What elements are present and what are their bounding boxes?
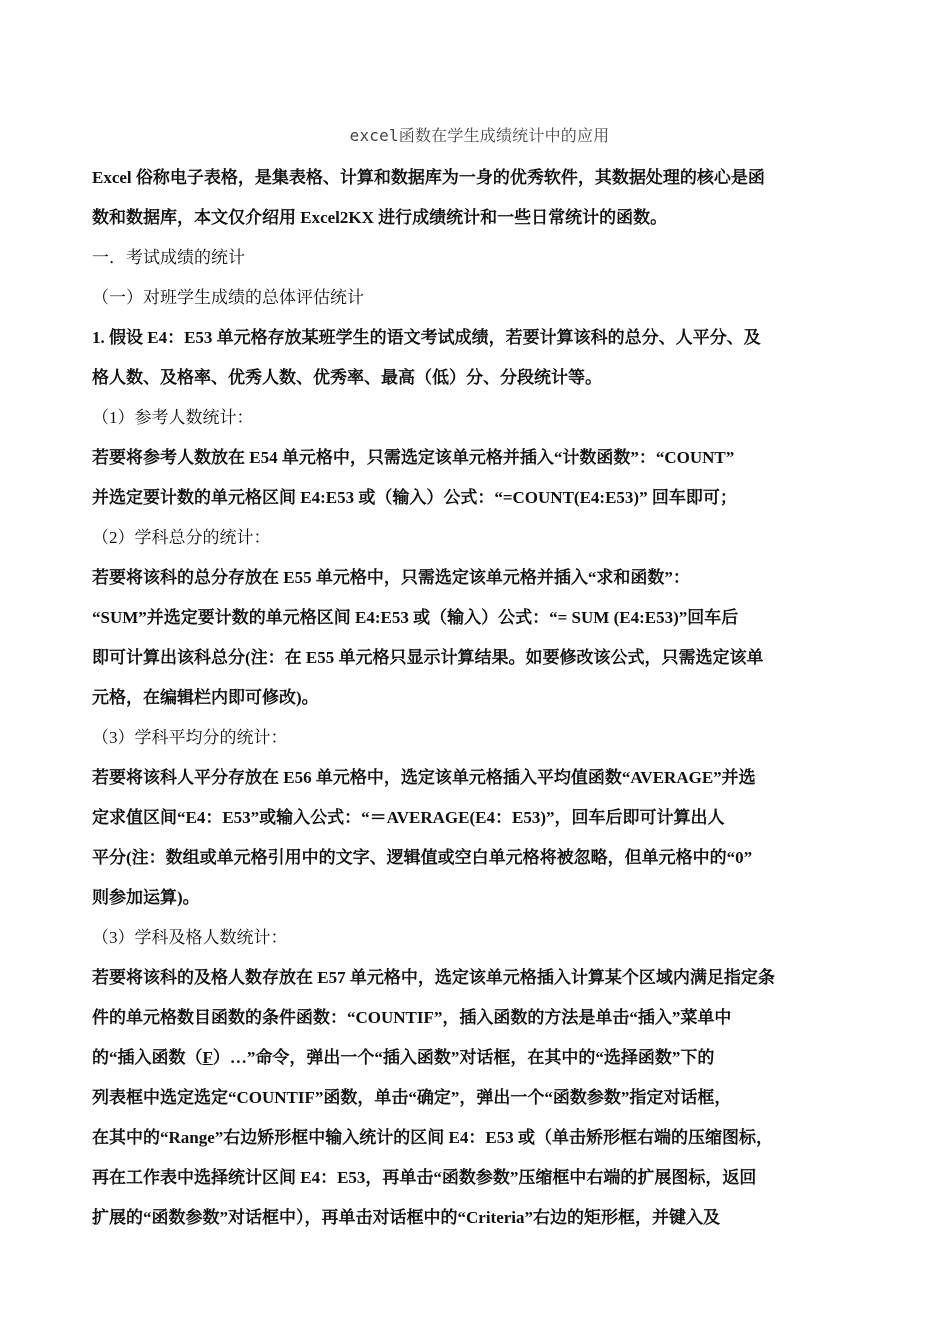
paragraph-line: 平分(注：数组或单元格引用中的文字、逻辑值或空白单元格将被忽略，但单元格中的“0”	[92, 848, 753, 867]
section-heading-1: 一．考试成绩的统计	[92, 248, 245, 267]
paragraph-line	[92, 1038, 867, 1078]
paragraph-line: 即可计算出该科总分(注：在 E55 单元格只显示计算结果。如要修改该公式，只需选定该单	[92, 648, 764, 667]
item-heading-1: （1）参考人数统计：	[92, 408, 254, 427]
paragraph-line: “SUM”并选定要计数的单元格区间 E4:E53 或（输入）公式：“= SUM (E4:E53)”回车后	[92, 608, 739, 627]
paragraph-line: 若要将参考人数放在 E54 单元格中，只需选定该单元格并插入“计数函数”：“COUNT”	[92, 448, 735, 467]
subsection-heading-1: （一）对班学生成绩的总体评估统计	[92, 288, 364, 307]
paragraph-line: 扩展的“函数参数”对话框中），再单击对话框中的“Criteria”右边的矩形框，并键入及	[92, 1208, 721, 1227]
paragraph-line: 若要将该科的总分存放在 E55 单元格中，只需选定该单元格并插入“求和函数”：	[92, 568, 690, 587]
item-heading-2: （2）学科总分的统计：	[92, 528, 271, 547]
intro-line-2: 数和数据库，本文仅介绍用 Excel2KX 进行成绩统计和一些日常统计的函数。	[92, 208, 668, 227]
paragraph-line: 并选定要计数的单元格区间 E4:E53 或（输入）公式：“=COUNT(E4:E53)” 回车即可；	[92, 488, 737, 507]
paragraph-line: 元格，在编辑栏内即可修改)。	[92, 688, 319, 707]
paragraph-line: 在其中的“Range”右边矫形框中输入统计的区间 E4：E53 或（单击矫形框右端的压缩图标，	[92, 1128, 773, 1147]
paragraph-line: 则参加运算)。	[92, 888, 200, 907]
paragraph-line: 格人数、及格率、优秀人数、优秀率、最高（低）分、分段统计等。	[92, 368, 602, 387]
text-segment: ）…”命令，弹出一个“插入函数”对话框，在其中的“选择函数”下的	[212, 1048, 715, 1067]
document-page	[92, 118, 867, 1238]
document-title: excel函数在学生成绩统计中的应用	[349, 126, 610, 145]
text-segment: 的“插入函数（	[92, 1048, 203, 1067]
paragraph-line: 定求值区间“E4：E53”或输入公式：“＝AVERAGE(E4：E53)”，回车后即可计算出人	[92, 808, 725, 827]
item-heading-4: （3）学科及格人数统计：	[92, 928, 288, 947]
underlined-shortcut-key: F	[202, 1048, 213, 1067]
item-heading-3: （3）学科平均分的统计：	[92, 728, 288, 747]
paragraph-line: 再在工作表中选择统计区间 E4：E53，再单击“函数参数”压缩框中右端的扩展图标，返回	[92, 1168, 757, 1187]
paragraph-line: 列表框中选定选定“COUNTIF”函数，单击“确定”，弹出一个“函数参数”指定对话框，	[92, 1088, 732, 1107]
paragraph-line: 件的单元格数目函数的条件函数：“COUNTIF”，插入函数的方法是单击“插入”菜单中	[92, 1008, 732, 1027]
paragraph-line: 若要将该科人平分存放在 E56 单元格中，选定该单元格插入平均值函数“AVERAGE”并选	[92, 768, 756, 787]
intro-line-1: Excel 俗称电子表格，是集表格、计算和数据库为一身的优秀软件，其数据处理的核心是函	[92, 168, 765, 187]
paragraph-line: 若要将该科的及格人数存放在 E57 单元格中，选定该单元格插入计算某个区域内满足指定条	[92, 968, 775, 987]
paragraph-line: 1. 假设 E4：E53 单元格存放某班学生的语文考试成绩，若要计算该科的总分、人平分、及	[92, 328, 761, 347]
